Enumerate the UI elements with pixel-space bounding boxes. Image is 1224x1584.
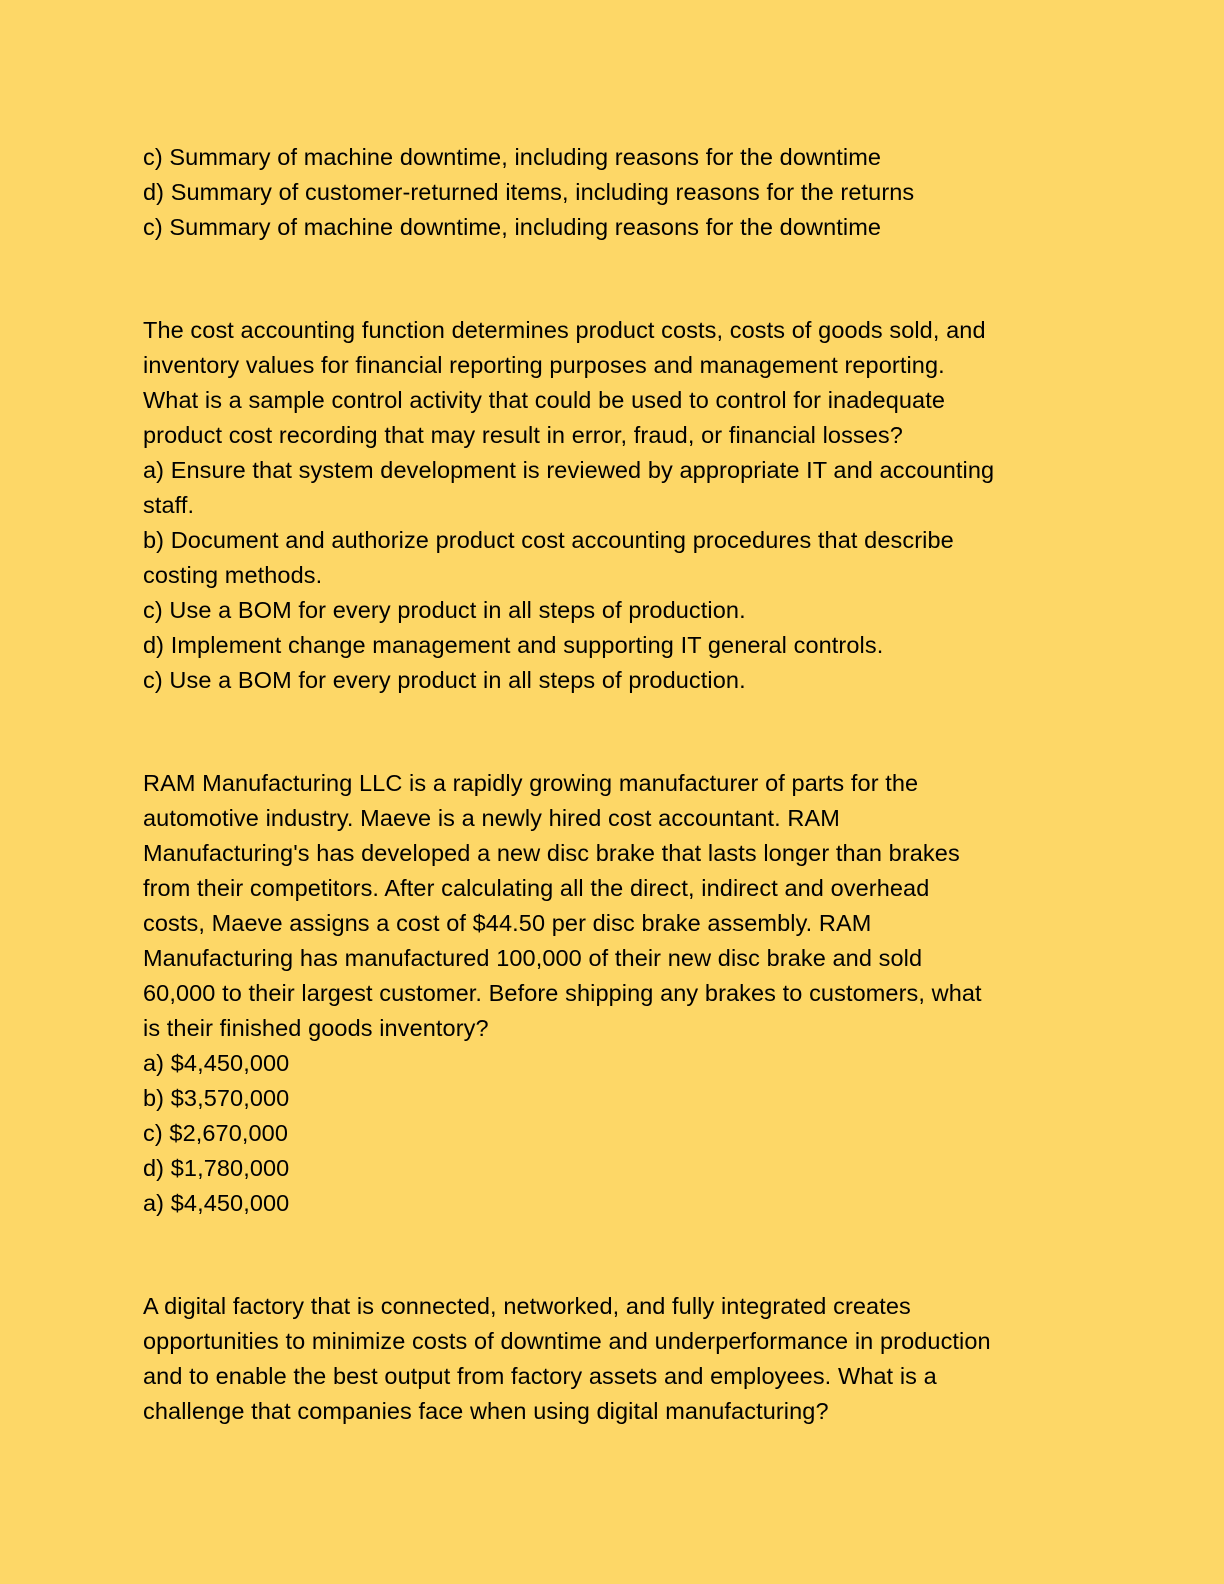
- text-line: product cost recording that may result in error, fraud, or financial losses?: [143, 422, 903, 448]
- text-line: costing methods.: [143, 562, 323, 588]
- text-line: 60,000 to their largest customer. Before shipping any brakes to customers, what: [143, 980, 982, 1006]
- question-block-2: [143, 313, 1164, 698]
- question-block-3: [143, 766, 1164, 1221]
- answer-option-c: c) $2,670,000: [143, 1120, 289, 1146]
- question-block-4: [143, 1289, 1164, 1429]
- text-line: d) Summary of customer-returned items, including reasons for the returns: [143, 179, 915, 205]
- text-line: The cost accounting function determines product costs, costs of goods sold, and: [143, 317, 986, 343]
- text-line: c) Use a BOM for every product in all steps of production.: [143, 667, 746, 693]
- answer-option-d: d) $1,780,000: [143, 1155, 290, 1181]
- text-line: opportunities to minimize costs of downtime and underperformance in production: [143, 1328, 991, 1354]
- text-line: RAM Manufacturing LLC is a rapidly growing manufacturer of parts for the: [143, 770, 919, 796]
- text-line: c) Use a BOM for every product in all steps of production.: [143, 597, 746, 623]
- text-line: is their finished goods inventory?: [143, 1015, 489, 1041]
- text-line: Manufacturing has manufactured 100,000 of their new disc brake and sold: [143, 945, 923, 971]
- text-line: Manufacturing's has developed a new disc brake that lasts longer than brakes: [143, 840, 960, 866]
- text-line: A digital factory that is connected, networked, and fully integrated creates: [143, 1293, 911, 1319]
- text-line: c) Summary of machine downtime, including reasons for the downtime: [143, 144, 882, 170]
- text-line: c) Summary of machine downtime, including reasons for the downtime: [143, 214, 882, 240]
- text-line: b) Document and authorize product cost accounting procedures that describe: [143, 527, 954, 553]
- question-block-1: [143, 140, 1164, 245]
- text-line: from their competitors. After calculating all the direct, indirect and overhead: [143, 875, 930, 901]
- text-line: and to enable the best output from factory assets and employees. What is a: [143, 1363, 937, 1389]
- text-line: costs, Maeve assigns a cost of $44.50 per disc brake assembly. RAM: [143, 910, 872, 936]
- text-line: staff.: [143, 492, 195, 518]
- answer-option-a: a) $4,450,000: [143, 1050, 290, 1076]
- text-line: automotive industry. Maeve is a newly hired cost accountant. RAM: [143, 805, 840, 831]
- text-line: challenge that companies face when using digital manufacturing?: [143, 1398, 829, 1424]
- text-line: d) Implement change management and supporting IT general controls.: [143, 632, 884, 658]
- answer-correct: a) $4,450,000: [143, 1190, 290, 1216]
- text-line: inventory values for financial reporting purposes and management reporting.: [143, 352, 945, 378]
- answer-option-b: b) $3,570,000: [143, 1085, 290, 1111]
- text-line: What is a sample control activity that could be used to control for inadequate: [143, 387, 946, 413]
- text-line: a) Ensure that system development is reviewed by appropriate IT and accounting: [143, 457, 995, 483]
